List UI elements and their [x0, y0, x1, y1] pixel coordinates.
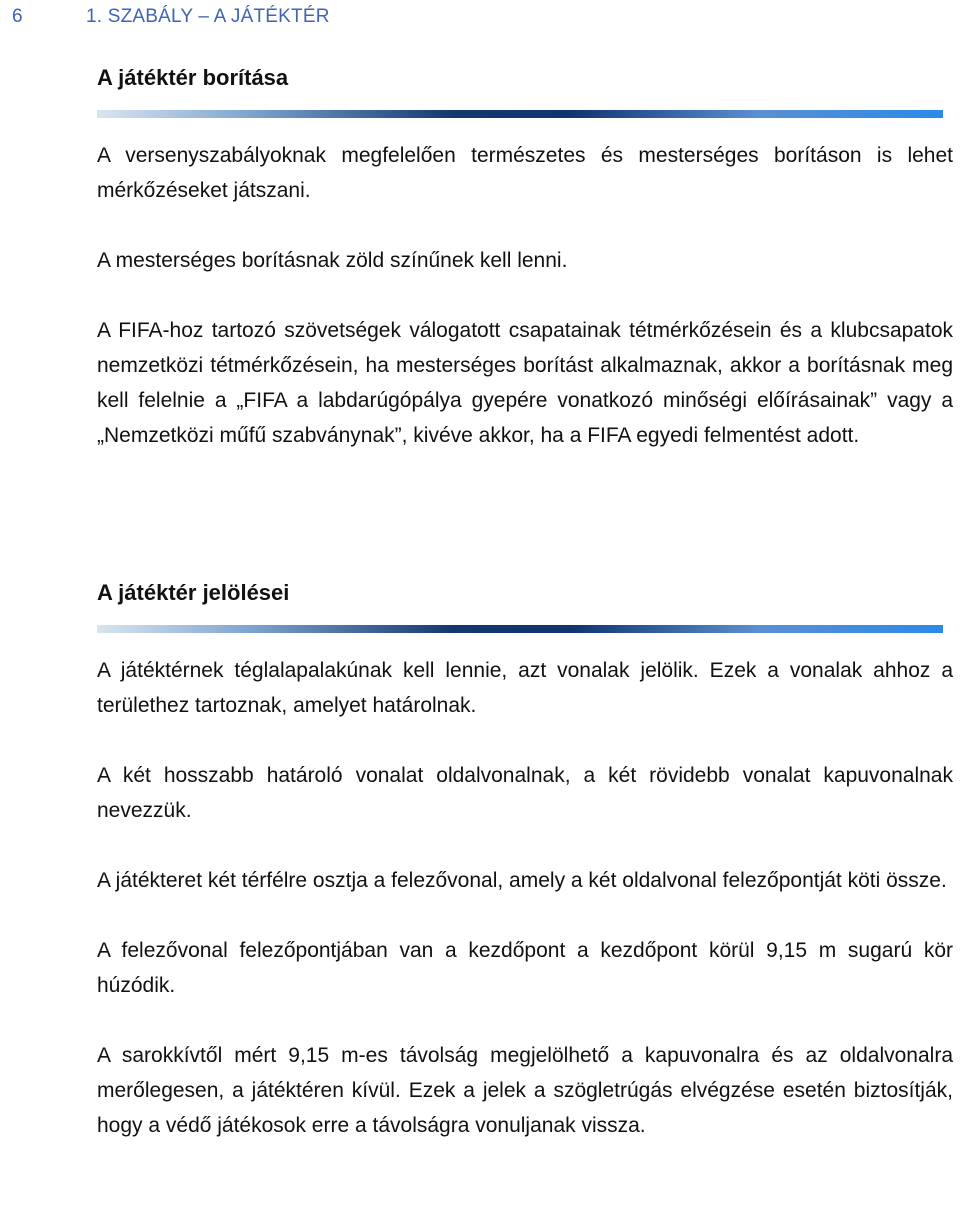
paragraph: A sarokkívtől mért 9,15 m-es távolság megjelölhető a kapuvonalra és az oldalvonalra merőlegesen, a játéktéren kívül. Ezek a jelek a szögletrúgás elvégzése esetén biztosítják, hogy a védő játékosok erre a távolságra vonuljanak vissza. — [97, 1044, 953, 1137]
section-body — [97, 138, 953, 453]
paragraph: A mesterséges borításnak zöld színűnek kell lenni. — [97, 249, 568, 272]
section-divider — [97, 625, 943, 633]
section-divider — [97, 110, 943, 118]
page-header — [12, 6, 960, 30]
section-title-playing-surface: A játéktér borítása — [97, 65, 289, 90]
paragraph: A két hosszabb határoló vonalat oldalvonalnak, a két rövidebb vonalat kapuvonalnak nevezzük. — [97, 764, 953, 822]
paragraph: A felezővonal felezőpontjában van a kezdőpont a kezdőpont körül 9,15 m sugarú kör húzódik. — [97, 939, 953, 997]
paragraph: A játékteret két térfélre osztja a felezővonal, amely a két oldalvonal felezőpontját köti össze. — [97, 869, 947, 892]
section-title-field-markings: A játéktér jelölései — [97, 580, 290, 605]
paragraph: A játéktérnek téglalapalakúnak kell lennie, azt vonalak jelölik. Ezek a vonalak ahhoz a területhez tartoznak, amelyet határolnak. — [97, 659, 953, 717]
paragraph: A versenyszabályoknak megfelelően természetes és mesterséges borításon is lehet mérkőzéseket játszani. — [97, 144, 953, 202]
page-number: 6 — [12, 6, 23, 27]
running-title: 1. SZABÁLY – A JÁTÉKTÉR — [86, 6, 330, 27]
paragraph: A FIFA-hoz tartozó szövetségek válogatott csapatainak tétmérkőzésein és a klubcsapatok nemzetközi tétmérkőzésein, ha mesterséges borítást alkalmaznak, akkor a borításnak meg kell felelnie a „FIFA a labdarúgópálya gyepére vonatkozó minőségi előírásainak” vagy a „Nemzetközi műfű szabványnak”, kivéve akkor, ha a FIFA egyedi felmentést adott. — [97, 319, 953, 447]
section-playing-surface — [97, 64, 953, 453]
section-field-markings — [97, 579, 953, 1143]
section-body — [97, 653, 953, 1143]
